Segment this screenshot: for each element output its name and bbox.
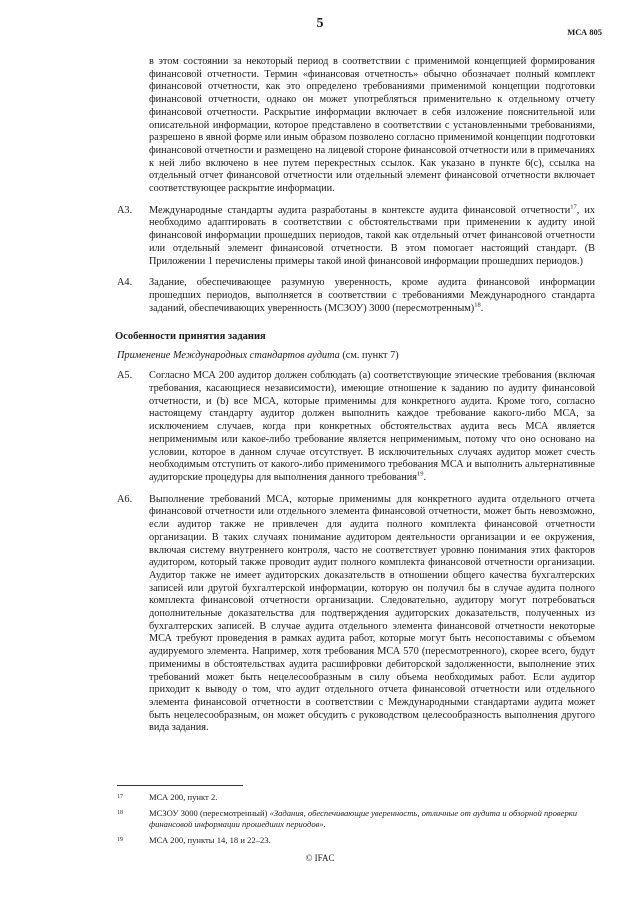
- footnote-ref[interactable]: 18: [474, 301, 481, 309]
- paragraph-number: A6.: [117, 493, 133, 505]
- document-code: МСА 805: [567, 27, 602, 37]
- page-number: 5: [316, 16, 324, 31]
- footnote-ref[interactable]: 17: [570, 203, 577, 211]
- paragraph-text: Согласно МСА 200 аудитор должен соблюдать (a) соответствующие этические требования (включая требования, касающиеся независимости), имеющие отношение к заданию по аудиту финансовой отчетности, и (b) все МСА, которые применимы для конкретного аудита. Кроме того, согласно настоящему стандарту аудитор должен выполнить каждое требование какого-либо МСА, за исключением случаев, когда при конкретных обстоятельствах аудита весь МСА является неприменимым или какое-либо требование является неприменимым, потому что оно основано на условии, которое в данном случае отсутствует. В исключительных случаях аудитор может счесть необходимым отступить от какого-либо применимого требования МСА и выполнить альтернативные аудиторские процедуры для выполнения данного требования$^{19}$.: [149, 370, 595, 483]
- footnote-number: 17: [117, 794, 123, 800]
- copyright-footer: © IFAC: [305, 853, 335, 863]
- paragraph-number: A5.: [117, 370, 133, 382]
- footnote-number: 19: [117, 837, 123, 843]
- footnote-number: 18: [117, 810, 123, 816]
- paragraph-number: A4.: [117, 277, 133, 289]
- footnote-text: МСА 200, пункты 14, 18 и 22–23.: [149, 835, 271, 845]
- footnote: [117, 808, 595, 830]
- footnote-divider: [117, 785, 243, 786]
- paragraph-text: Задание, обеспечивающее разумную уверенность, кроме аудита финансовой информации прошедших периодов, выполняется в соответствии с требованиями Международного стандарта заданий, обеспечивающих уверенность (МСЗОУ) 3000 (пересмотренным)$^{18}$.: [149, 277, 595, 314]
- footnote: [117, 835, 595, 846]
- footnote-text: МСЗОУ 3000 (пересмотренный) «Задания, обеспечивающие уверенность, отличные от аудита и обзорной проверки финансовой информации прошедших периодов».: [149, 808, 578, 829]
- footnotes: [117, 792, 595, 851]
- main-content: [117, 56, 595, 735]
- footnote-text: МСА 200, пункт 2.: [149, 792, 218, 802]
- footnote-ref[interactable]: 19: [416, 470, 424, 478]
- paragraph-a4: [117, 277, 595, 315]
- paragraph-text: Международные стандарты аудита разработаны в контексте аудита финансовой отчетности$^{17}$, их необходимо адаптировать в соответствии с обстоятельствами при применении к аудиту иной финансовой информации прошедших периодов, такой как отдельный отчет финансовой отчетности или отдельный элемент финансовой отчетности. В этом помогает настоящий стандарт. (В Приложении 1 перечислены примеры такой иной финансовой информации прошедших периодов.): [149, 203, 596, 267]
- paragraph-number: A3.: [117, 204, 133, 216]
- paragraph-a5: [117, 370, 595, 484]
- paragraph-a6: [117, 493, 595, 735]
- paragraph-text: Выполнение требований МСА, которые применимы для конкретного аудита отдельного отчета финансовой отчетности или отдельного элемента финансовой отчетности, может быть невозможно, если аудитор также не привлечен для аудита полного комплекта финансовой отчетности организации. В таких случаях понимание аудитором деятельности организации и ее окружения, включая систему внутреннего контроля, часто не соответствует уровню понимания этих факторов аудитором, который также проводит аудит полного комплекта финансовой отчетности организации. Аудитор также не имеет аудиторских доказательств в отношении общего качества бухгалтерских записей или другой бухгалтерской информации, которую он получил бы в случае аудита полного комплекта финансовой отчетности организации. Следовательно, аудитору могут потребоваться дополнительные доказательства для подтверждения аудиторских доказательств, полученных из бухгалтерских записей. В случае аудита отдельного элемента финансовой отчетности некоторые МСА требуют проведения в рамках аудита работ, которые могут быть несопоставимы с объемом аудируемого элемента. Например, хотя требования МСА 570 (пересмотренного), скорее всего, будут применимы в обстоятельствах аудита расшифровки дебиторской задолженности, выполнение этих требований может быть нецелесообразным в силу объема необходимых работ. Если аудитор приходит к выводу о том, что аудит отдельного отчета финансовой отчетности или отдельного элемента финансовой отчетности в соответствии с Международными стандартами аудита может быть нецелесообразным, он может обсудить с руководством целесообразность выполнения другого вида задания.: [149, 493, 595, 734]
- subsection-title: Применение Международных стандартов аудита (см. пункт 7): [117, 350, 399, 362]
- section-title: Особенности принятия задания: [115, 331, 266, 343]
- intro-paragraph: в этом состоянии за некоторый период в соответствии с применимой концепцией формирования финансовой отчетности. Термин «финансовая отчетность» обычно обозначает полный комплект финансовой отчетности, как это определено требованиями применимой концепции подготовки финансовой отчетности, однако он может употребляться применительно к отдельному отчету финансовой отчетности. Раскрытие информации включает в себя изложение пояснительной или описательной информации, которое представлено в соответствии с установленными требованиями, разрешено в явной форме или иным образом позволено согласно применимой концепции подготовки финансовой отчетности и размещено на лицевой стороне финансовой отчетности или в примечаниях к ней либо включено в нее путем перекрестных ссылок. Как указано в пункте 6(c), ссылка на отдельный отчет финансовой отчетности или отдельный элемент финансовой отчетности включает соответствующее раскрытие информации.: [149, 56, 595, 195]
- paragraph-a3: [117, 203, 596, 269]
- footnote: [117, 792, 595, 803]
